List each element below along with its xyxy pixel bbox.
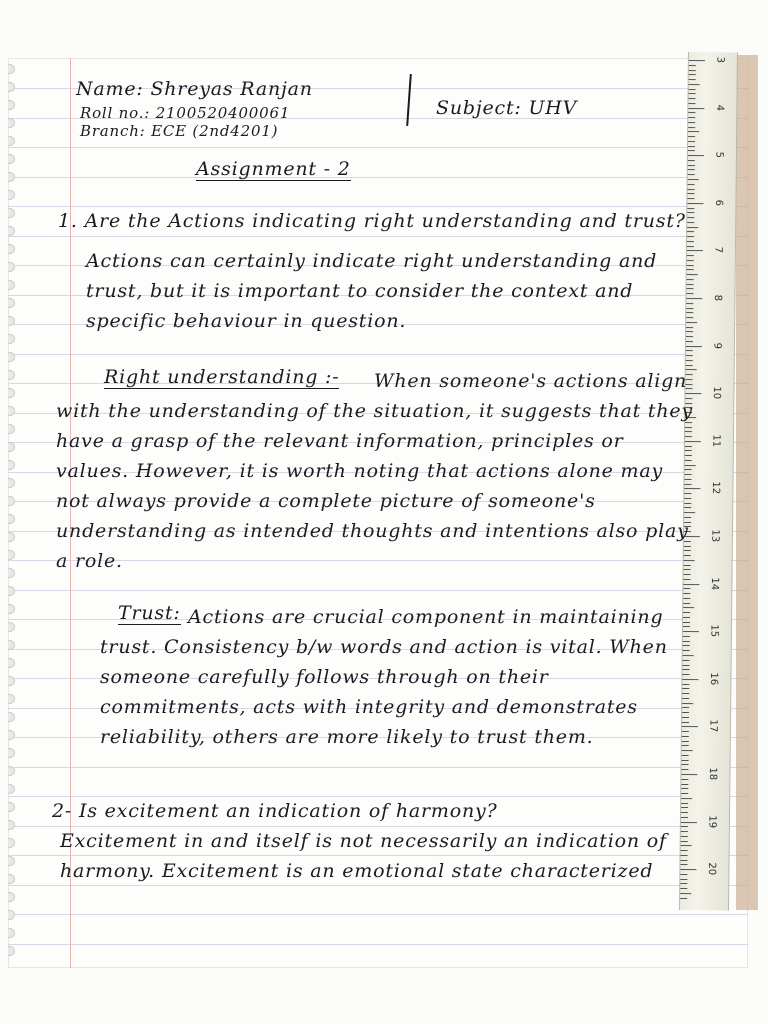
hole (8, 730, 15, 740)
ruler-tick (686, 355, 693, 356)
ruler-tick (683, 579, 690, 580)
ruler-tick (688, 108, 704, 109)
answer-2: Excitement in and itself is not necessarily an indication of harmony. Excitement is an emotional state characterized (60, 830, 667, 882)
ruler-tick (689, 60, 705, 61)
ruler-tick (681, 793, 688, 794)
hole (8, 694, 15, 704)
hole (8, 784, 15, 794)
ruler-tick (688, 131, 699, 132)
hole (8, 550, 15, 560)
hole (8, 586, 15, 596)
ruler-number: 20 (705, 862, 718, 876)
ruler-tick (680, 898, 687, 899)
hole (8, 514, 15, 524)
hole (8, 280, 15, 290)
ruler-tick (688, 160, 695, 161)
hole (8, 208, 15, 218)
hole (8, 748, 15, 758)
hole (8, 838, 15, 848)
ruler-tick (681, 788, 688, 789)
ruler-tick (689, 93, 696, 94)
ruler-number: 11 (710, 434, 722, 448)
ruler-tick (688, 141, 695, 142)
ruler-tick (689, 65, 696, 66)
ruler-tick (688, 122, 695, 123)
ruler-tick (688, 112, 695, 113)
ruler-tick (686, 336, 693, 337)
hole (8, 856, 15, 866)
ruler-tick (688, 169, 695, 170)
hole (8, 154, 15, 164)
trust-heading: Trust: (118, 602, 181, 624)
hole (8, 82, 15, 92)
ruler-number: 14 (708, 576, 721, 590)
ruler-tick (688, 146, 695, 147)
ruler-tick (688, 136, 695, 137)
ruler-tick (689, 79, 696, 80)
hole (8, 352, 15, 362)
hole (8, 226, 15, 236)
roll-number: Roll no.: 2100520400061 (80, 104, 291, 122)
ruler-tick (688, 103, 695, 104)
ruler-tick (688, 127, 695, 128)
trust-text: Actions are crucial component in maintaining trust. Consistency b/w words and action is vital. When someone carefully follows through on their commitments, acts with integrity and demonstrates reliability, others are more likely to trust them. (100, 606, 668, 748)
ruler-tick (681, 769, 688, 770)
hole (8, 910, 15, 920)
ruler-tick (688, 117, 695, 118)
hole (8, 136, 15, 146)
ruler-tick (683, 588, 690, 589)
ruler-tick (688, 155, 704, 156)
ruler-number: 3 (714, 56, 726, 64)
ruler-number: 4 (713, 104, 725, 111)
hole (8, 118, 15, 128)
ruler-number: 7 (712, 246, 724, 254)
ruler-tick (683, 584, 699, 585)
ruler-tick (688, 165, 695, 166)
ruler-shadow (736, 55, 758, 910)
hole (8, 460, 15, 470)
ruler-tick (688, 189, 695, 190)
ruler-tick (686, 346, 702, 347)
rule-line (8, 177, 748, 178)
rule-line (8, 354, 748, 355)
answer-1-intro: Actions can certainly indicate right understanding and trust, but it is important to consider the context and specific behaviour in question. (86, 250, 658, 332)
question-1: 1. Are the Actions indicating right understanding and trust? (58, 210, 686, 232)
ruler-tick (681, 783, 688, 784)
ruler-tick (689, 84, 700, 85)
hole (8, 262, 15, 272)
ruler-number: 5 (713, 151, 725, 159)
student-name: Name: Shreyas Ranjan (76, 78, 313, 100)
hole (8, 370, 15, 380)
rule-line (8, 147, 748, 148)
ruler-number: 8 (711, 294, 723, 302)
ruler-number: 6 (712, 199, 724, 206)
rule-line (8, 590, 748, 591)
ruler-tick (683, 593, 690, 594)
ruler-tick (686, 350, 693, 351)
ruler-tick (687, 198, 694, 199)
hole (8, 928, 15, 938)
ruler-tick (688, 150, 695, 151)
ruler-tick (680, 888, 687, 889)
hole (8, 388, 15, 398)
hole (8, 64, 15, 74)
hole (8, 568, 15, 578)
rule-line (8, 767, 748, 768)
ruler-number: 16 (707, 672, 720, 686)
hole (8, 172, 15, 182)
ruler-tick (688, 179, 699, 180)
ruler-number: 12 (709, 481, 722, 495)
ruler-tick (689, 89, 696, 90)
ruler-tick (686, 341, 693, 342)
assignment-title: Assignment - 2 (196, 158, 351, 180)
hole (8, 334, 15, 344)
ruler-tick (688, 184, 695, 185)
ruler-tick (682, 764, 689, 765)
hole (8, 622, 15, 632)
hole (8, 604, 15, 614)
ruler-tick (689, 70, 696, 71)
ruler-number: 10 (710, 386, 722, 400)
hole (8, 802, 15, 812)
hole (8, 478, 15, 488)
ruler-number: 9 (711, 342, 723, 349)
ruler-tick (682, 755, 689, 756)
ruler-tick (689, 74, 696, 75)
ruler-tick (681, 779, 688, 780)
hole (8, 424, 15, 434)
ruler-number: 15 (708, 624, 720, 638)
hole (8, 676, 15, 686)
ruler-number: 19 (706, 814, 718, 828)
branch: Branch: ECE (2nd4201) (80, 122, 279, 140)
rule-line (8, 944, 748, 945)
hole (8, 244, 15, 254)
ruler-tick (680, 893, 691, 894)
hole (8, 442, 15, 452)
subject: Subject: UHV (436, 97, 578, 119)
ruler-number: 18 (706, 767, 719, 781)
ruler-tick (683, 598, 690, 599)
hole (8, 820, 15, 830)
question-2: 2- Is excitement an indication of harmony? (52, 800, 498, 822)
hole (8, 712, 15, 722)
hole (8, 406, 15, 416)
ruler-tick (681, 774, 697, 775)
hole (8, 496, 15, 506)
ruler-tick (688, 193, 695, 194)
rule-line (8, 914, 748, 915)
hole (8, 532, 15, 542)
hole (8, 946, 15, 956)
hole (8, 298, 15, 308)
ruler-tick (686, 360, 693, 361)
hole (8, 766, 15, 776)
right-understanding-text: When someone's actions align with the understanding of the situation, it suggests that they have a grasp of the relevant information, principles or values. However, it is worth noting that actions alone may not always provide a complete picture of someone's understanding as intended thoughts and intentions also play a role. (56, 370, 693, 572)
hole (8, 874, 15, 884)
ruler-tick (688, 174, 695, 175)
ruler-number: 17 (707, 719, 719, 733)
ruler-tick (689, 98, 696, 99)
right-understanding-heading: Right understanding :- (104, 366, 340, 388)
ruler-number: 13 (709, 529, 721, 543)
ruler-tick (682, 760, 689, 761)
hole (8, 658, 15, 668)
hole (8, 190, 15, 200)
hole (8, 892, 15, 902)
hole (8, 100, 15, 110)
ruler-tick (687, 241, 694, 242)
